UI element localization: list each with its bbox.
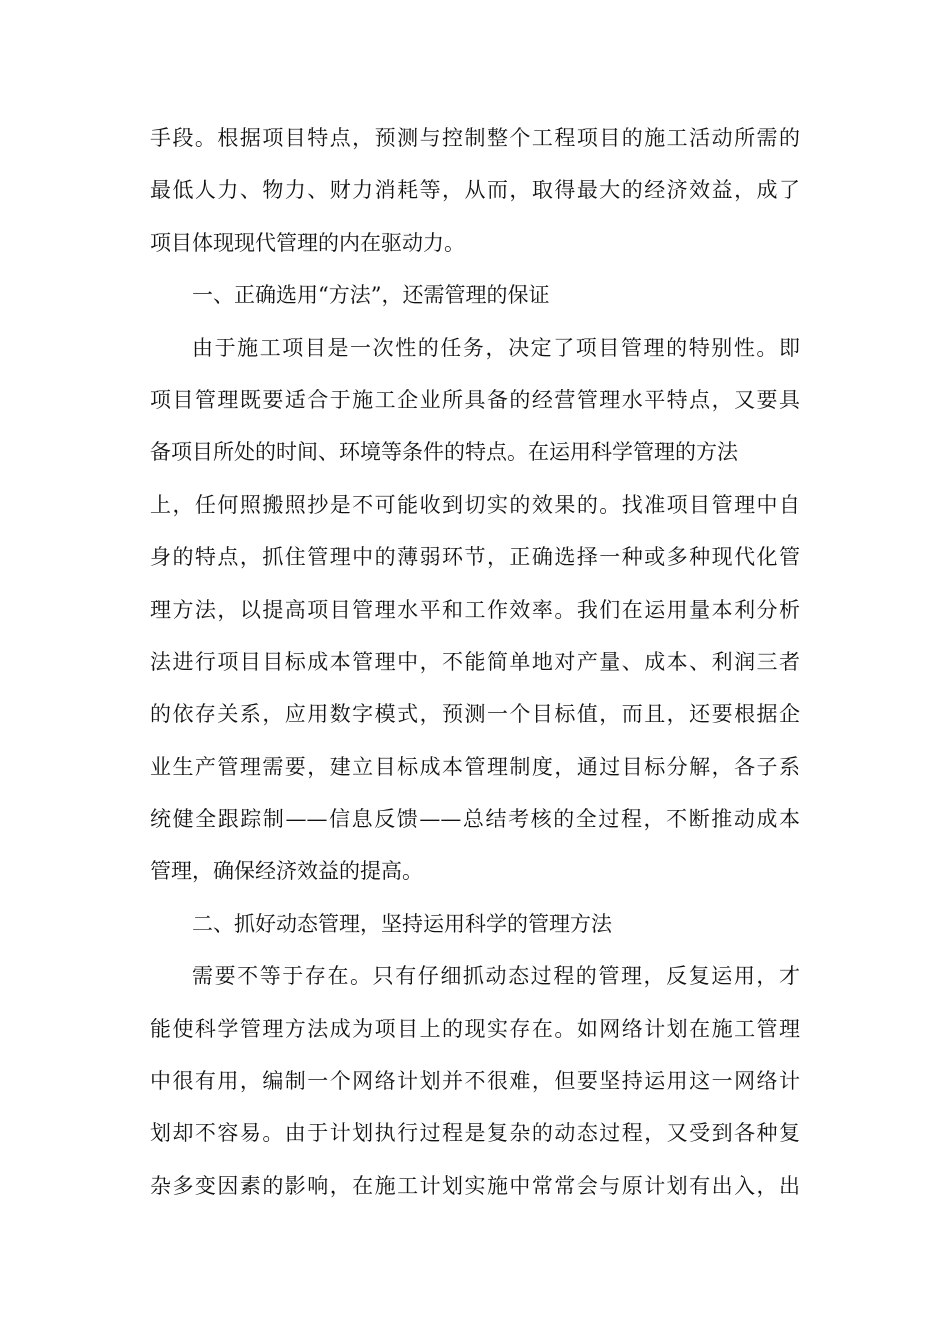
body-line: 业生产管理需要，建立目标成本管理制度，通过目标分解，各子系	[150, 754, 800, 779]
body-line: 理方法，以提高项目管理水平和工作效率。我们在运用量本利分析	[150, 597, 800, 622]
document-body	[150, 112, 800, 1212]
body-line: 的依存关系，应用数字模式，预测一个目标值，而且，还要根据企	[150, 702, 800, 727]
section-heading: 一、正确选用“方法”，还需管理的保证	[192, 283, 550, 308]
body-line: 最低人力、物力、财力消耗等，从而，取得最大的经济效益，成了	[150, 178, 800, 203]
body-line: 能使科学管理方法成为项目上的现实存在。如网络计划在施工管理	[150, 1016, 800, 1041]
body-line: 项目体现现代管理的内在驱动力。	[150, 230, 465, 255]
body-line: 管理，确保经济效益的提高。	[150, 859, 423, 884]
body-line: 项目管理既要适合于施工企业所具备的经营管理水平特点，又要具	[150, 387, 800, 412]
body-line: 由于施工项目是一次性的任务，决定了项目管理的特别性。即	[192, 335, 800, 360]
body-line: 上，任何照搬照抄是不可能收到切实的效果的。找准项目管理中自	[150, 492, 800, 517]
body-line: 手段。根据项目特点，预测与控制整个工程项目的施工活动所需的	[150, 126, 800, 150]
body-line: 身的特点，抓住管理中的薄弱环节，正确选择一种或多种现代化管	[150, 545, 800, 570]
body-line: 划却不容易。由于计划执行过程是复杂的动态过程，又受到各种复	[150, 1121, 800, 1146]
body-line: 杂多变因素的影响，在施工计划实施中常常会与原计划有出入，出	[150, 1173, 800, 1198]
body-line: 法进行项目目标成本管理中，不能简单地对产量、成本、利润三者	[150, 649, 800, 674]
body-line: 统健全跟踪制——信息反馈——总结考核的全过程，不断推动成本	[150, 807, 800, 832]
body-line: 中很有用，编制一个网络计划并不很难，但要坚持运用这一网络计	[150, 1069, 800, 1094]
body-line: 备项目所处的时间、环境等条件的特点。在运用科学管理的方法	[150, 440, 738, 465]
section-heading: 二、抓好动态管理，坚持运用科学的管理方法	[192, 911, 612, 936]
body-line: 需要不等于存在。只有仔细抓动态过程的管理，反复运用，才	[192, 964, 800, 989]
